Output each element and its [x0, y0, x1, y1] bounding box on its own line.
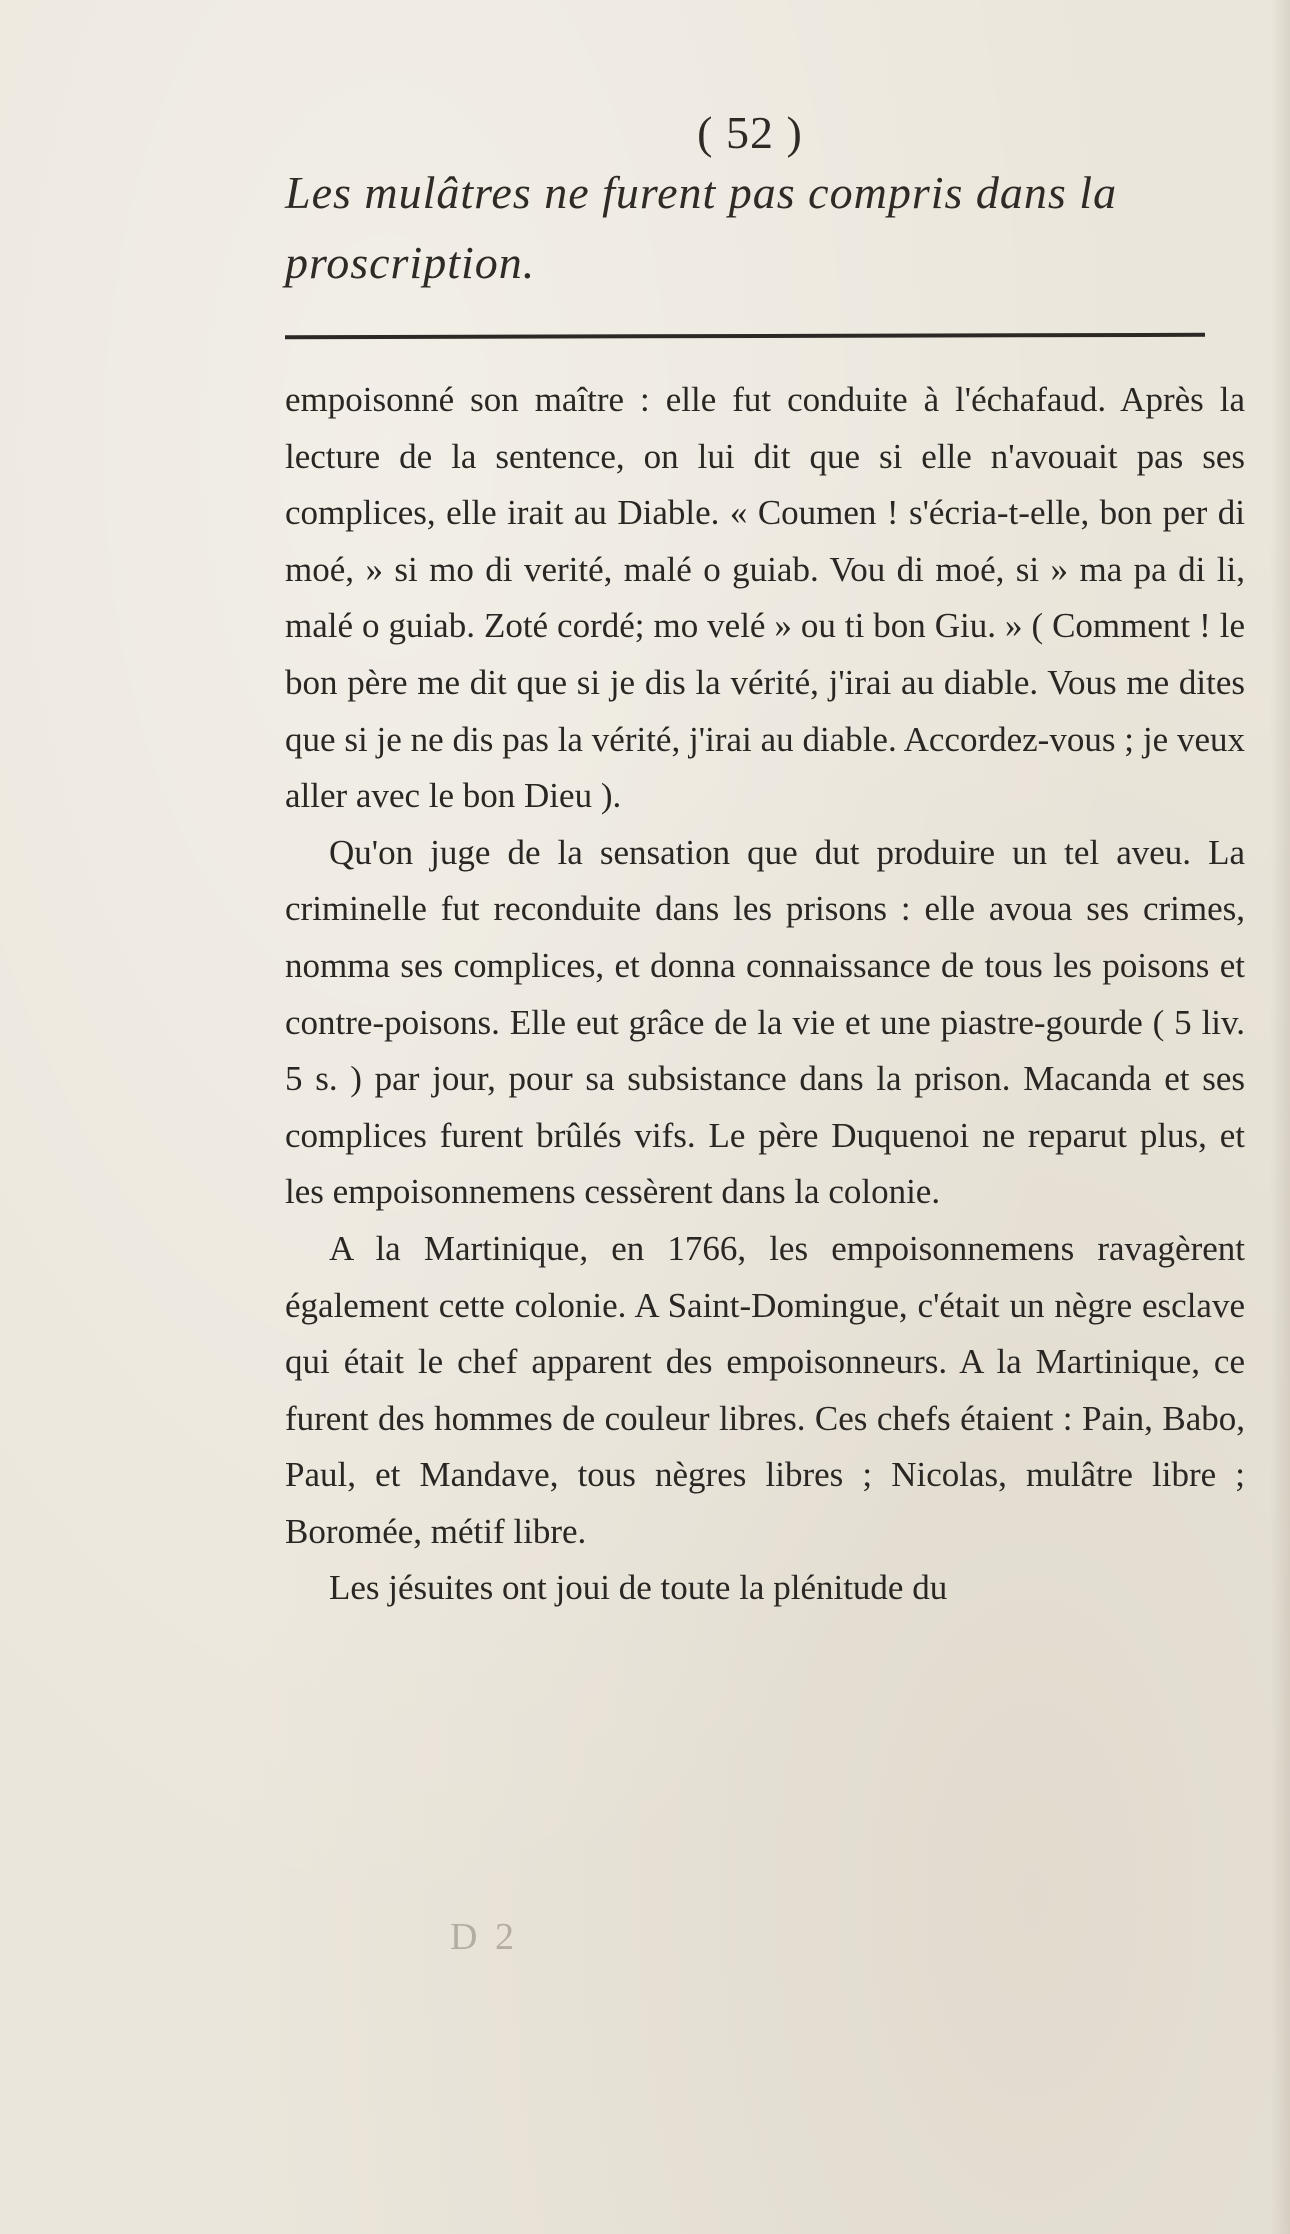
page-edge-shadow: [1270, 0, 1290, 2234]
signature-mark: D 2: [450, 1916, 518, 1958]
paragraph: empoisonné son maître : elle fut conduite à l'échafaud. Après la lecture de la sentence, on lui dit que si elle n'avouait pas ses complices, elle irait au Diable. « Coumen ! s'écria-t-elle, bon per di moé, » si mo di verité, malé o guiab. Vou di moé, si » ma pa di li, malé o guiab. Zoté cordé; mo velé » ou ti bon Giu. » ( Comment ! le bon père me dit que si je dis la vérité, j'irai au diable. Vous me dites que si je ne dis pas la vérité, j'irai au diable. Accordez-vous ; je veux aller avec le bon Dieu ).: [285, 380, 1245, 816]
page-number: ( 52 ): [697, 107, 803, 158]
paragraph: A la Martinique, en 1766, les empoisonnemens ravagèrent également cette colonie. A Saint-Domingue, c'était un nègre esclave qui était le chef apparent des empoisonneurs. A la Martinique, ce furent des hommes de couleur libres. Ces chefs étaient : Pain, Babo, Paul, et Mandave, tous nègres libres ; Nicolas, mulâtre libre ; Boromée, métif libre.: [285, 1228, 1245, 1551]
paragraph: Les jésuites ont joui de toute la plénitude du: [329, 1568, 948, 1608]
running-title: Les mulâtres ne furent pas compris dans la proscription.: [285, 167, 1118, 288]
paragraph: Qu'on juge de la sensation que dut produire un tel aveu. La criminelle fut reconduite dans les prisons : elle avoua ses crimes, nomma ses complices, et donna connaissance de tous les poisons et contre-poisons. Elle eut grâce de la vie et une piastre-gourde ( 5 liv. 5 s. ) par jour, pour sa subsistance dans la prison. Macanda et ses complices furent brûlés vifs. Le père Duquenoi ne reparut plus, et les empoisonnemens cessèrent dans la colonie.: [285, 832, 1245, 1212]
body-text: [285, 372, 1245, 1617]
header-rule: [285, 333, 1205, 339]
